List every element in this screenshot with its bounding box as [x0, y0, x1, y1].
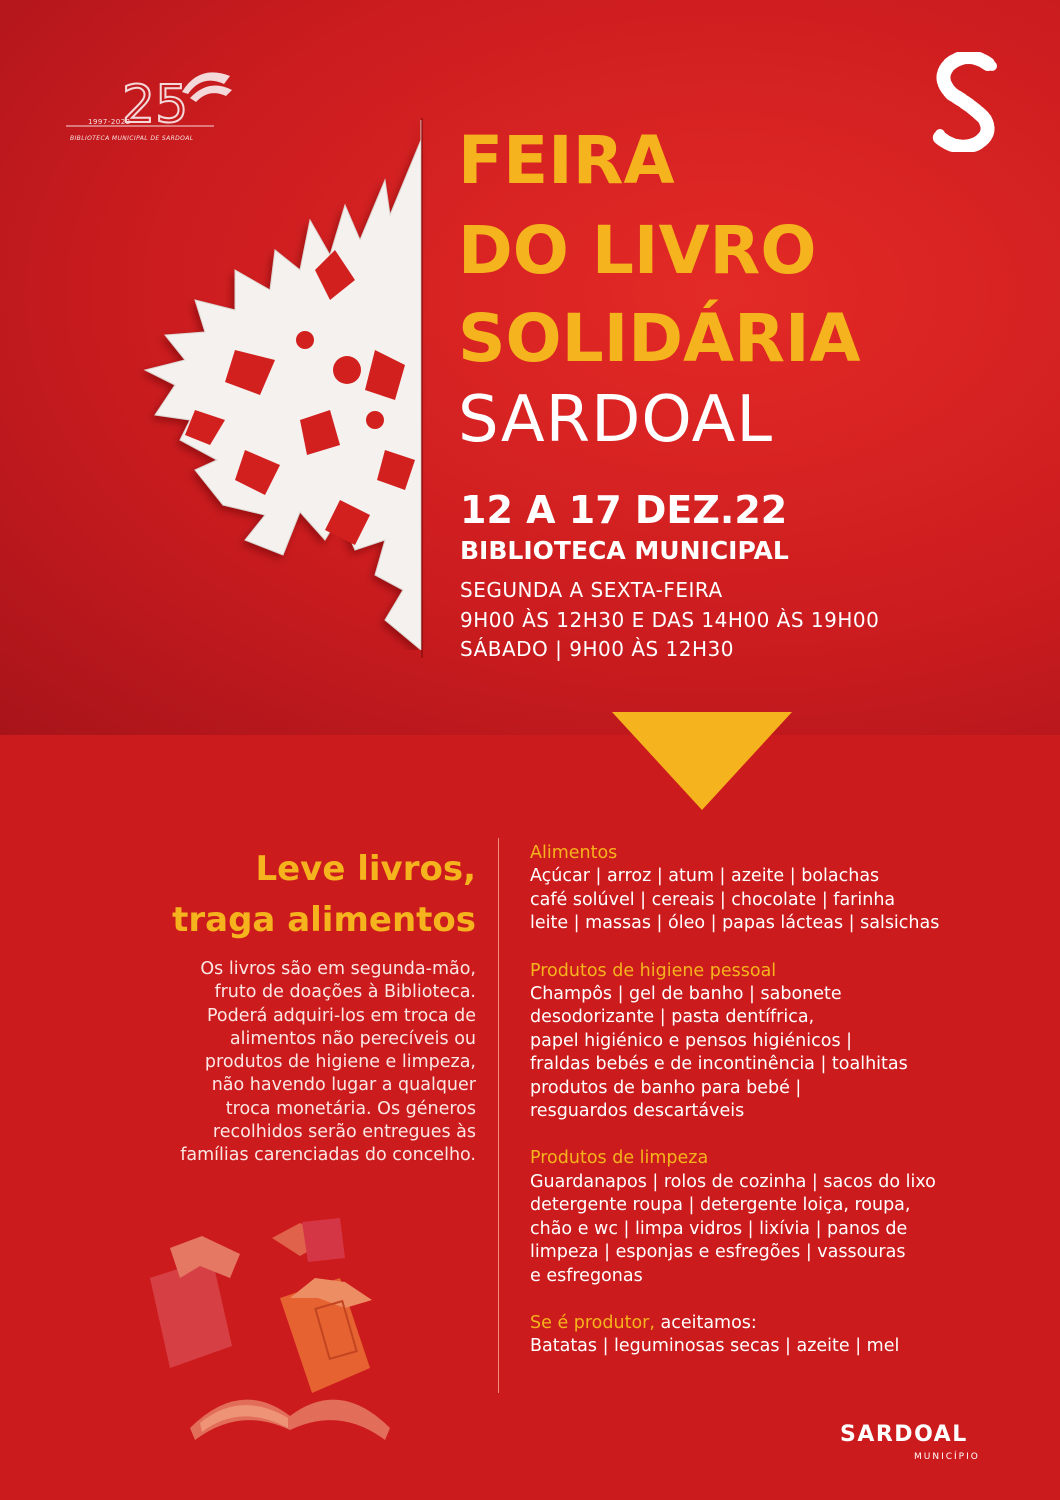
list-line: leite | massas | óleo | papas lácteas | salsichas [530, 913, 940, 934]
list-line: produtos de banho para bebé | [530, 1077, 802, 1098]
event-hours-line: SEGUNDA A SEXTA-FEIRA [460, 578, 723, 602]
paragraph-line: Poderá adquiri-los em troca de [206, 1005, 476, 1026]
anniversary-number: 25 [122, 75, 189, 132]
paragraph-line: produtos de higiene e limpeza, [204, 1052, 476, 1073]
title-line-2: DO LIVRO [458, 212, 817, 289]
list-line: limpeza | esponjas e esfregões | vassouras [530, 1242, 906, 1263]
producer-heading-rest: aceitamos: [654, 1312, 757, 1333]
paragraph-line: famílias carenciadas do concelho. [180, 1145, 476, 1166]
title-line-1: FEIRA [458, 122, 675, 199]
paragraph-line: recolhidos serão entregues às [212, 1122, 476, 1143]
producer-heading: Se é produtor, [530, 1312, 655, 1333]
donation-lists [530, 842, 939, 1359]
paragraph-line: não havendo lugar a qualquer [211, 1075, 476, 1096]
headline-line: Leve livros, [255, 849, 476, 889]
list-line: Açúcar | arroz | atum | azeite | bolachas [530, 866, 880, 887]
paragraph-line: alimentos não perecíveis ou [229, 1028, 476, 1049]
list-heading-producer [530, 1312, 939, 1335]
headline-line: traga alimentos [172, 900, 476, 940]
event-hours-line: SÁBADO | 9H00 ÀS 12H30 [460, 637, 734, 661]
paragraph-line: troca monetária. Os géneros [225, 1098, 476, 1119]
list-line: resguardos descartáveis [530, 1101, 745, 1122]
paper-snowflake-illustration [85, 120, 430, 650]
list-line: café solúvel | cereais | chocolate | farinha [530, 889, 896, 910]
list-line: chão e wc | limpa vidros | lixívia | panos de [530, 1218, 908, 1239]
list-heading-cleaning: Produtos de limpeza [530, 1148, 709, 1169]
anniversary-years: 1997-2022 [88, 118, 131, 126]
library-name: BIBLIOTECA MUNICIPAL DE SARDOAL [70, 135, 194, 142]
footer-brand-sub: MUNICÍPIO [914, 1452, 980, 1462]
event-venue: BIBLIOTECA MUNICIPAL [460, 536, 789, 565]
title-line-4: SARDOAL [458, 383, 774, 457]
list-line: e esfregonas [530, 1265, 643, 1286]
sardoal-s-logo-icon [928, 52, 1010, 152]
list-line: Guardanapos | rolos de cozinha | sacos do lixo [530, 1171, 936, 1192]
list-line: desodorizante | pasta dentífrica, [530, 1007, 815, 1028]
fold-line [421, 118, 423, 658]
list-heading-hygiene: Produtos de higiene pessoal [530, 960, 777, 981]
paragraph-line: Os livros são em segunda-mão, [200, 959, 476, 979]
list-line: fraldas bebés e de incontinência | toalhitas [530, 1054, 908, 1075]
arrow-down-icon [612, 712, 792, 810]
event-date: 12 A 17 DEZ.22 [460, 488, 788, 532]
list-line: Batatas | leguminosas secas | azeite | mel [530, 1336, 900, 1357]
paragraph-line: fruto de doações à Biblioteca. [214, 982, 476, 1003]
list-line: Champôs | gel de banho | sabonete [530, 984, 842, 1005]
list-line: detergente roupa | detergente loiça, roupa, [530, 1195, 911, 1216]
event-hours-line: 9H00 ÀS 12H30 E DAS 14H00 ÀS 19H00 [460, 608, 880, 632]
title-line-3: SOLIDÁRIA [458, 300, 861, 377]
list-line: papel higiénico e pensos higiénicos | [530, 1030, 853, 1051]
flying-books-illustration [140, 1218, 440, 1443]
description-paragraph [96, 958, 476, 1168]
list-heading-food: Alimentos [530, 843, 618, 863]
column-divider [498, 838, 499, 1393]
footer-brand: SARDOAL [840, 1422, 968, 1447]
